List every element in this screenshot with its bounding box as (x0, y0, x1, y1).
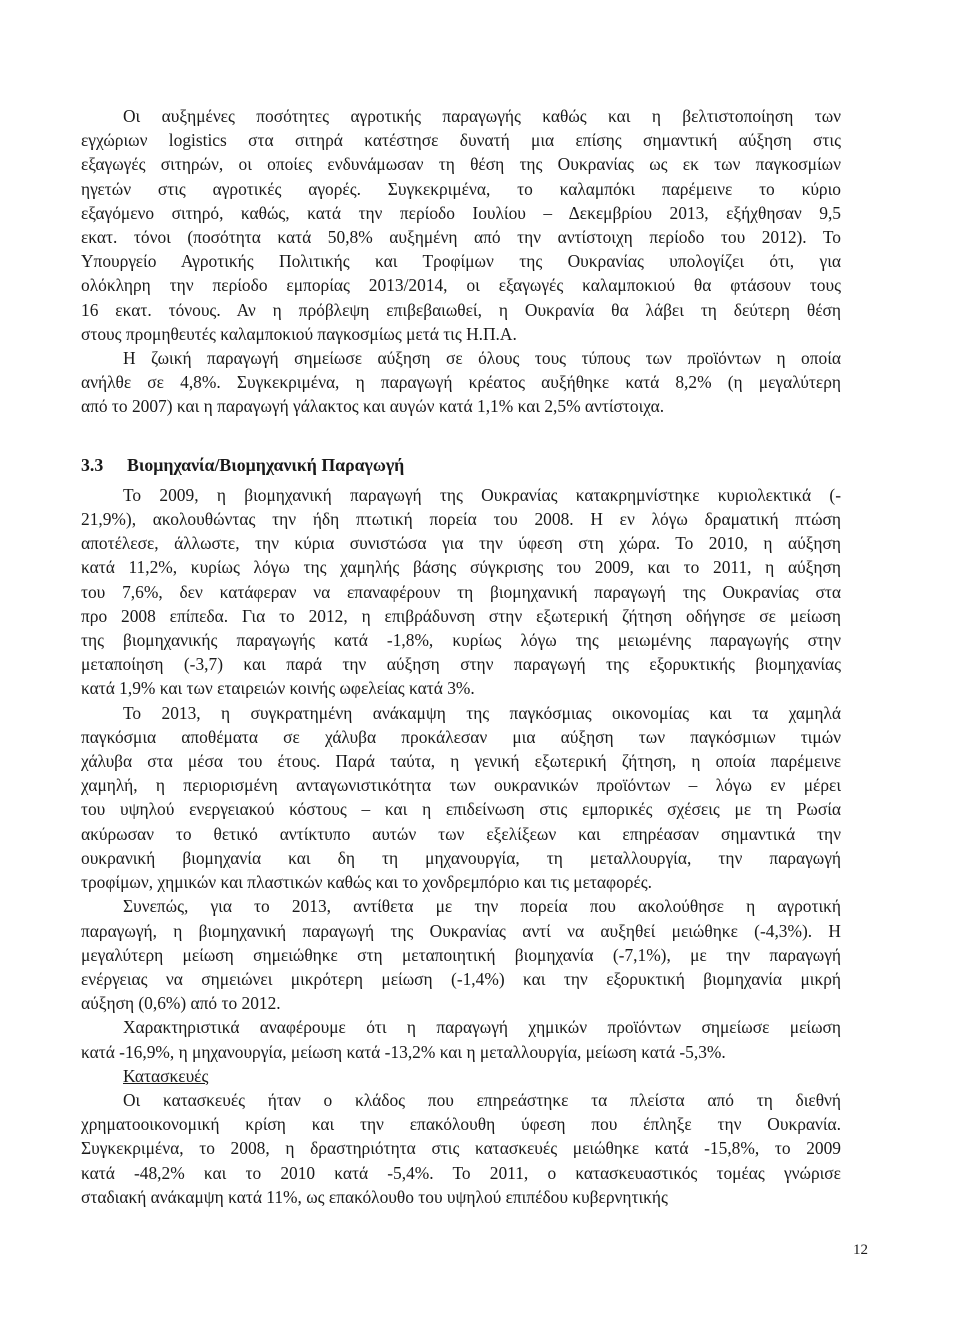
text-line: Οι κατασκευές ήταν ο κλάδος που επηρεάστηκε τα πλείστα από τη διεθνή (123, 1089, 841, 1110)
paragraph (81, 1015, 841, 1063)
text-line: προ 2008 επίπεδα. Για το 2012, η επιβράδυνση στην εξωτερική ζήτηση οδήγησε σε μείωση (81, 605, 841, 626)
text-line: Το 2013, η συγκρατημένη ανάκαμψη της παγκόσμιας οικονομίας και τα χαμηλά (123, 702, 841, 723)
text-line: Συγκεκριμένα, το 2008, η δραστηριότητα στις κατασκευές μειώθηκε κατά -15,8%, το 2009 (81, 1138, 841, 1159)
text-line: κατά 1,9% και των εταιρειών κοινής ωφελείας κατά 3%. (81, 678, 475, 699)
text-line: μεταποίηση (-3,7) και παρά την αύξηση στην παραγωγή της εξορυκτικής βιομηχανίας (81, 654, 841, 675)
text-line: Συνεπώς, για το 2013, αντίθετα με την πορεία που ακολούθησε η αγροτική (123, 896, 841, 917)
text-line: στους προμηθευτές καλαμποκιού παγκοσμίως μετά τις Η.Π.Α. (81, 323, 517, 344)
text-line: Το 2009, η βιομηχανική παραγωγή της Ουκρανίας κατακρημνίστηκε κυριολεκτικά (- (123, 484, 841, 505)
text-line: χρηματοοικονομική κρίση και την επακόλουθη ύφεση που έπληξε την Ουκρανία. (81, 1114, 841, 1135)
paragraph (81, 1088, 841, 1209)
text-line: ανήλθε σε 4,8%. Συγκεκριμένα, η παραγωγή κρέατος αυξήθηκε κατά 8,2% (η μεγαλύτερη (81, 372, 841, 393)
text-line: μεγαλύτερη μείωση σημειώθηκε στη μεταποιητική βιομηχανία (-7,1%), με την παραγωγή (81, 944, 841, 965)
text-line: ηγετών στις αγροτικές αγορές. Συγκεκριμένα, το καλαμπόκι παρέμεινε το κύριο (81, 178, 841, 199)
text-line: παραγωγή, η βιομηχανική παραγωγή της Ουκρανίας αντί να αυξηθεί μειώθηκε (-4,3%). Η (81, 920, 841, 941)
paragraph (81, 894, 841, 1015)
section-number: 3.3 (81, 454, 104, 475)
text-line: 16 εκατ. τόνους. Αν η πρόβλεψη επιβεβαιωθεί, η Ουκρανία θα λάβει τη δεύτερη θέση (81, 299, 841, 320)
text-line: χαμηλή, η περιορισμένη ανταγωνιστικότητα των ουκρανικών προϊόντων – λόγω εν μέρει (81, 775, 841, 796)
text-line: αύξηση (0,6%) από το 2012. (81, 993, 281, 1014)
text-line: ολόκληρη την περίοδο εμπορίας 2013/2014, οι εξαγωγές καλαμποκιού θα φτάσουν τους (81, 275, 841, 296)
text-line: Υπουργείο Αγροτικής Πολιτικής και Τροφίμων της Ουκρανίας υπολογίζει ότι, για (81, 251, 841, 272)
text-line: Χαρακτηριστικά αναφέρουμε ότι η παραγωγή χημικών προϊόντων σημείωσε μείωση (123, 1017, 841, 1038)
text-line: ενέργειας να σημειώνει μικρότερη μείωση (-1,4%) και την εξορυκτική βιομηχανία μικρή (81, 968, 841, 989)
text-line: ακύρωσαν το θετικό αντίκτυπο αυτών των εξελίξεων και επηρέασαν σημαντικά την (81, 823, 841, 844)
text-line: χάλυβα στα μέσα του έτους. Παρά ταύτα, η γενική εξωτερική ζήτηση, η οποία παρέμεινε (81, 751, 841, 772)
paragraph (81, 104, 841, 346)
text-line: εκατ. τόνοι (ποσότητα κατά 50,8% αυξημένη από την αντίστοιχη περίοδο του 2012). Το (81, 227, 841, 248)
text-line: ουκρανική βιομηχανία και δη τη μηχανουργία, τη μεταλλουργία, την παραγωγή (81, 847, 841, 868)
paragraph (81, 701, 841, 895)
text-line: εξαγόμενο σιτηρό, καθώς, κατά την περίοδο Ιουλίου – Δεκεμβρίου 2013, εξήχθησαν 9,5 (81, 202, 841, 223)
text-line: του υψηλού ενεργειακού κόστους – και η επιδείνωση στις εμπορικές σχέσεις με τη Ρωσία (81, 799, 841, 820)
subheading-construction: Κατασκευές (123, 1065, 209, 1086)
text-line: κατά -48,2% και το 2010 κατά -5,4%. Το 2011, ο κατασκευαστικός τομέας γνώρισε (81, 1162, 841, 1183)
text-line: κατά 11,2%, κυρίως λόγω της χαμηλής βάσης σύγκρισης του 2009, και το 2011, η αύξηση (81, 557, 841, 578)
page-number: 12 (853, 1242, 868, 1258)
paragraph (81, 483, 841, 701)
text-line: της βιομηχανικής παραγωγής κατά -1,8%, κυρίως λόγω της μειωμένης παραγωγής στην (81, 630, 841, 651)
text-line: τροφίμων, χημικών και πλαστικών καθώς και το χονδρεμπόριο και τις μεταφορές. (81, 872, 652, 893)
section-title: Βιομηχανία/Βιομηχανική Παραγωγή (127, 454, 405, 475)
text-line: εξαγωγές σιτηρών, οι οποίες ενδυνάμωσαν τη θέση της Ουκρανίας ως εκ των παγκοσμίων (81, 154, 841, 175)
text-line: Οι αυξημένες ποσότητες αγροτικής παραγωγής καθώς και η βελτιστοποίηση των (123, 106, 841, 126)
text-line: παγκόσμια αποθέματα σε χάλυβα προκάλεσαν μια αύξηση των παγκόσμιων τιμών (81, 726, 841, 747)
paragraph (81, 346, 841, 419)
text-line: από το 2007) και η παραγωγή γάλακτος και αυγών κατά 1,1% και 2,5% αντίστοιχα. (81, 396, 665, 417)
paragraphs-last (81, 1088, 841, 1209)
text-line: του 7,6%, δεν κατάφεραν να επαναφέρουν τη βιομηχανική παραγωγή της Ουκρανίας στα (81, 581, 841, 602)
document-page (81, 104, 841, 1209)
text-line: σταδιακή ανάκαμψη κατά 11%, ως επακόλουθο του υψηλού επιπέδου κυβερνητικής (81, 1186, 668, 1207)
text-line: αποτέλεσε, άλλωστε, την κύρια συνιστώσα για την ύφεση στη χώρα. Το 2010, η αύξηση (81, 533, 841, 554)
text-line: Η ζωική παραγωγή σημείωσε αύξηση σε όλους τους τύπους των προϊόντων η οποία (123, 348, 841, 369)
paragraphs-after (81, 483, 841, 1064)
paragraphs-before (81, 104, 841, 419)
text-line: 21,9%), ακολουθώντας την ήδη πτωτική πορεία του 2008. Η εν λόγω δραματική πτώση (81, 509, 841, 530)
section-heading (81, 453, 841, 477)
text-line: κατά -16,9%, η μηχανουργία, μείωση κατά -13,2% και η μεταλλουργία, μείωση κατά -5,3%. (81, 1041, 726, 1062)
text-line: εγχώριων logistics στα σιτηρά κατέστησε δυνατή μια επίσης σημαντική αύξηση στις (81, 130, 841, 151)
